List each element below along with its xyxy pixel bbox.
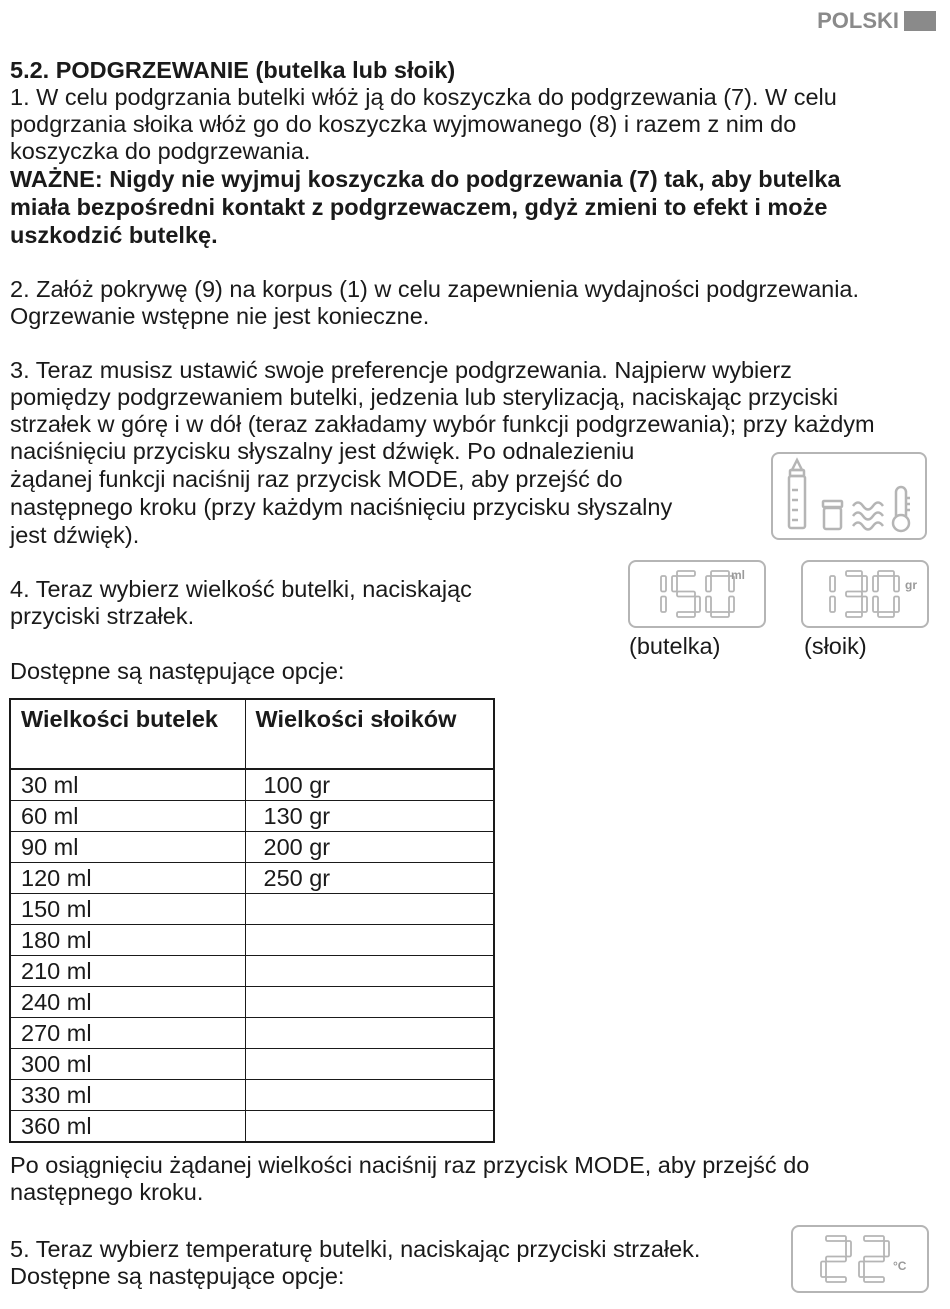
jar-size-cell: 200 gr	[245, 832, 494, 863]
thermometer-icon	[893, 487, 910, 531]
lcd-segment	[864, 1277, 884, 1282]
lcd-segment	[846, 1241, 851, 1257]
lcd-segment	[826, 1257, 846, 1262]
table-row	[10, 832, 494, 863]
lcd-segment	[830, 576, 835, 592]
language-marker-bar	[904, 11, 936, 31]
mode-display	[771, 452, 927, 540]
lcd-digit-0	[706, 571, 734, 617]
table-row	[10, 894, 494, 925]
step5-line-2: Dostępne są następujące opcje:	[10, 1263, 345, 1289]
jar-size-display	[801, 560, 929, 628]
lcd-segment	[884, 1241, 889, 1257]
lcd-segment	[706, 597, 711, 613]
table-header-row	[10, 699, 494, 769]
step1-line-2: podgrzania słoika włóż go do koszyczka wyjmowanego (8) i razem z nim do	[10, 111, 797, 137]
step3-line-2: pomiędzy podgrzewaniem butelki, jedzenia lub sterylizacją, naciskając przyciski	[10, 384, 839, 410]
options-intro: Dostępne są następujące opcje:	[10, 658, 345, 684]
bottle-size-cell: 240 ml	[10, 987, 245, 1018]
table-row	[10, 1049, 494, 1080]
bottle-caption: (butelka)	[629, 633, 721, 659]
lcd-segment	[873, 576, 878, 592]
lcd-digit-2	[821, 1236, 851, 1282]
lcd-segment	[862, 576, 867, 592]
warning-line-1: WAŻNE: Nigdy nie wyjmuj koszyczka do podgrzewania (7) tak, aby butelka	[10, 166, 841, 192]
steam-icon	[853, 503, 883, 530]
step1-line-1: 1. W celu podgrzania butelki włóż ją do koszyczka do podgrzewania (7). W celu	[10, 84, 837, 110]
lcd-segment	[878, 571, 894, 576]
warning-line-2: miała bezpośredni kontakt z podgrzewaczem, gdyż zmieni to efekt i może	[10, 194, 828, 220]
section-title: 5.2. PODGRZEWANIE (butelka lub słoik)	[10, 57, 456, 83]
jar-icon	[823, 501, 842, 529]
table-row	[10, 987, 494, 1018]
lcd-segment	[826, 1277, 846, 1282]
jar-size-cell	[245, 1111, 494, 1143]
table-row	[10, 1111, 494, 1143]
lcd-segment	[695, 597, 700, 613]
step3-line-7: jest dźwięk).	[10, 522, 140, 548]
step1-line-3: koszyczka do podgrzewania.	[10, 138, 311, 164]
lcd-segment	[677, 612, 695, 617]
lcd-segment	[894, 597, 899, 613]
bottle-size-cell: 180 ml	[10, 925, 245, 956]
bottle-size-cell: 300 ml	[10, 1049, 245, 1080]
warning-line-3: uszkodzić butelkę.	[10, 222, 218, 248]
jar-unit-label: gr	[905, 578, 917, 592]
bottle-size-cell: 150 ml	[10, 894, 245, 925]
jar-size-cell	[245, 1018, 494, 1049]
bottle-size-cell: 90 ml	[10, 832, 245, 863]
jar-size-readout	[803, 562, 927, 626]
temperature-readout	[793, 1227, 927, 1291]
temperature-unit-label: °C	[893, 1259, 907, 1273]
lcd-digit-5	[672, 571, 700, 617]
table-row	[10, 863, 494, 894]
step3-line-5: żądanej funkcji naciśnij raz przycisk MODE, aby przejść do	[10, 466, 623, 492]
lcd-digit-1	[661, 576, 666, 612]
lcd-digit-3	[846, 571, 867, 617]
step3-line-1: 3. Teraz musisz ustawić swoje preferencje podgrzewania. Najpierw wybierz	[10, 357, 792, 383]
bottle-unit-label: ml	[731, 568, 746, 582]
lcd-segment	[846, 571, 862, 576]
lcd-segment	[862, 597, 867, 613]
jar-size-cell: 130 gr	[245, 801, 494, 832]
lcd-segment	[864, 1236, 884, 1241]
step5-line-1: 5. Teraz wybierz temperaturę butelki, naciskając przyciski strzałek.	[10, 1236, 701, 1262]
lcd-segment	[821, 1262, 826, 1278]
lcd-segment	[711, 612, 729, 617]
jar-size-cell	[245, 894, 494, 925]
size-options-table	[9, 698, 495, 1143]
table-row	[10, 925, 494, 956]
jar-size-cell	[245, 956, 494, 987]
table-body	[10, 769, 494, 1142]
bottle-size-cell: 360 ml	[10, 1111, 245, 1143]
step3-line-4: naciśnięciu przycisku słyszalny jest dźwięk. Po odnalezieniu	[10, 438, 635, 464]
lcd-segment	[826, 1236, 846, 1241]
mode-icons	[773, 454, 925, 538]
temperature-display	[791, 1225, 929, 1293]
lcd-segment	[873, 597, 878, 613]
step2-line-2: Ogrzewanie wstępne nie jest konieczne.	[10, 303, 430, 329]
jar-size-cell	[245, 925, 494, 956]
step4-line-2: przyciski strzałek.	[10, 603, 195, 629]
step3-line-3: strzałek w górę i w dół (teraz zakładamy wybór funkcji podgrzewania); przy każdym	[10, 411, 875, 437]
table-row	[10, 1080, 494, 1111]
lcd-segment	[864, 1257, 884, 1262]
bottle-size-cell: 210 ml	[10, 956, 245, 987]
lcd-segment	[661, 576, 666, 592]
lcd-digit-1	[830, 576, 835, 612]
bottle-size-cell: 270 ml	[10, 1018, 245, 1049]
header-jar-sizes: Wielkości słoików	[245, 699, 494, 769]
lcd-segment	[711, 571, 729, 576]
bottle-size-cell: 330 ml	[10, 1080, 245, 1111]
jar-size-cell: 250 gr	[245, 863, 494, 894]
after-table-line-1: Po osiągnięciu żądanej wielkości naciśnij raz przycisk MODE, aby przejść do	[10, 1152, 810, 1178]
lcd-segment	[729, 597, 734, 613]
step2-line-1: 2. Załóż pokrywę (9) na korpus (1) w celu zapewnienia wydajności podgrzewania.	[10, 276, 860, 302]
bottle-size-cell: 30 ml	[10, 769, 245, 801]
table-row	[10, 801, 494, 832]
table-row	[10, 769, 494, 801]
bottle-size-cell: 120 ml	[10, 863, 245, 894]
bottle-size-display	[628, 560, 766, 628]
table-row	[10, 956, 494, 987]
bottle-size-cell: 60 ml	[10, 801, 245, 832]
lcd-segment	[859, 1262, 864, 1278]
language-label	[817, 8, 936, 34]
lcd-segment	[677, 571, 695, 576]
jar-size-cell: 100 gr	[245, 769, 494, 801]
bottle-icon	[789, 460, 805, 528]
lcd-segment	[677, 592, 695, 597]
language-text: POLSKI	[817, 8, 899, 33]
step3-line-6: następnego kroku (przy każdym naciśnięciu przycisku słyszalny	[10, 494, 673, 520]
lcd-digit-0	[873, 571, 899, 617]
jar-size-cell	[245, 1049, 494, 1080]
lcd-segment	[894, 576, 899, 592]
lcd-digit-2	[859, 1236, 889, 1282]
header-bottle-sizes: Wielkości butelek	[10, 699, 245, 769]
after-table-line-2: następnego kroku.	[10, 1179, 204, 1205]
lcd-segment	[846, 592, 862, 597]
lcd-segment	[846, 612, 862, 617]
lcd-segment	[661, 597, 666, 613]
table-row	[10, 1018, 494, 1049]
lcd-segment	[830, 597, 835, 613]
jar-caption: (słoik)	[804, 633, 867, 659]
lcd-segment	[878, 612, 894, 617]
lcd-segment	[706, 576, 711, 592]
lcd-segment	[672, 576, 677, 592]
jar-size-cell	[245, 1080, 494, 1111]
jar-size-cell	[245, 987, 494, 1018]
step4-line-1: 4. Teraz wybierz wielkość butelki, naciskając	[10, 576, 472, 602]
